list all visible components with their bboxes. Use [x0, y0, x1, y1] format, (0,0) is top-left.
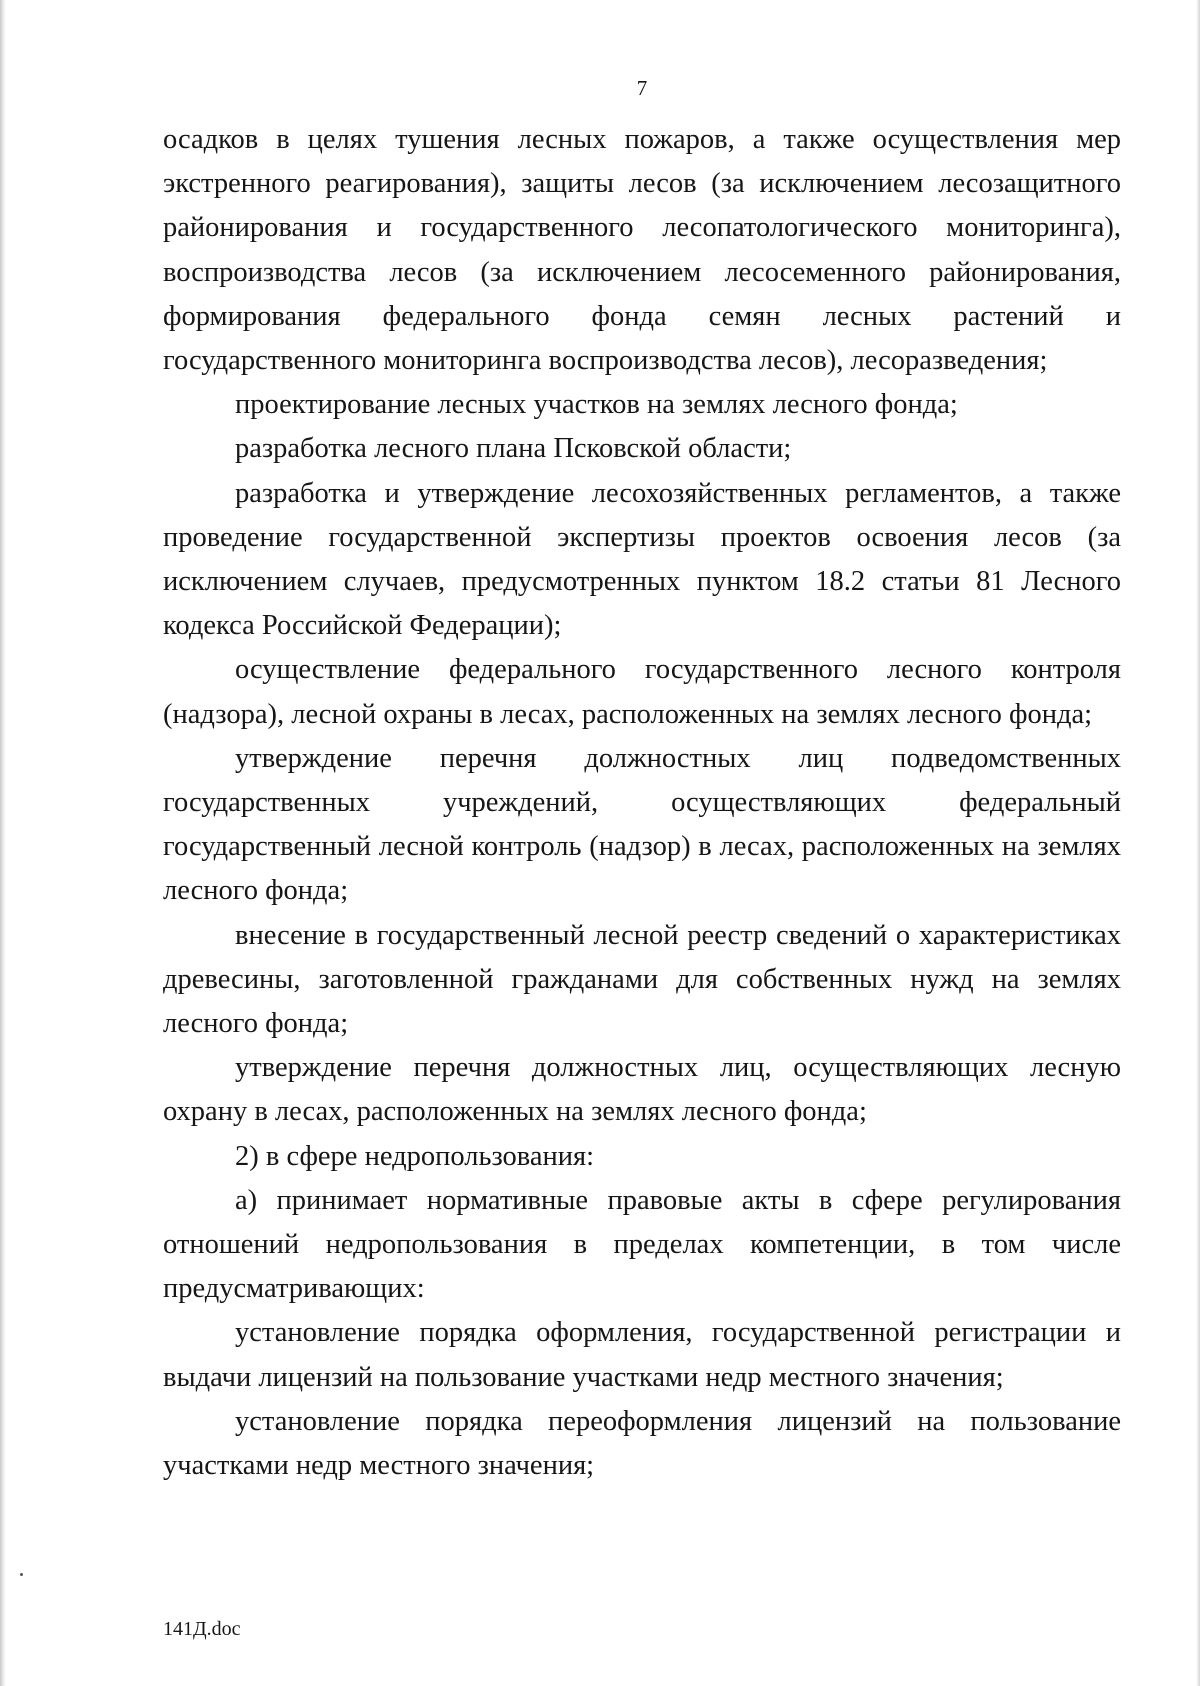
footer-filename: 141Д.doc	[163, 1618, 241, 1640]
paragraph-8: утверждение перечня должностных лиц, осуществляющих лесную охрану в лесах, расположенных на землях лесного фонда;	[163, 1052, 1121, 1128]
paragraph-4: разработка и утверждение лесохозяйственных регламентов, а также проведение государственной экспертизы проектов освоения лесов (за исключением случаев, предусмотренных пунктом 18.2 статьи 81 Лесного кодекса Российской Федерации);	[163, 477, 1121, 642]
paragraph-2: проектирование лесных участков на землях лесного фонда;	[235, 389, 958, 421]
paragraph-12: установление порядка переоформления лицензий на пользование участками недр местного значения;	[163, 1405, 1121, 1482]
scan-edge-left	[0, 0, 6, 1686]
scan-speck	[20, 1573, 23, 1576]
paragraph-7: внесение в государственный лесной реестр сведений о характеристиках древесины, заготовленной гражданами для собственных нужд на землях лесного фонда;	[163, 919, 1121, 1040]
scan-edge-right	[1196, 0, 1200, 1686]
page-number: 7	[636, 76, 648, 100]
paragraph-11: установление порядка оформления, государственной регистрации и выдачи лицензий на пользование участками недр местного значения;	[163, 1317, 1121, 1393]
paragraph-1: осадков в целях тушения лесных пожаров, а также осуществления мер экстренного реагирования), защиты лесов (за исключением лесозащитного районирования и государственного лесопатологического мониторинга), воспроизводства лесов (за исключением лесосеменного районирования, формирования федерального фонда семян лесных растений и государственного мониторинга воспроизводства лесов), лесоразведения;	[163, 124, 1121, 377]
paragraph-3: разработка лесного плана Псковской области;	[235, 433, 792, 465]
paragraph-9: 2) в сфере недропользования:	[235, 1140, 595, 1172]
paragraph-10: а) принимает нормативные правовые акты в сфере регулирования отношений недропользования в пределах компетенции, в том числе предусматривающих:	[163, 1184, 1121, 1305]
paragraph-5: осуществление федерального государственного лесного контроля (надзора), лесной охраны в лесах, расположенных на землях лесного фонда;	[163, 654, 1121, 730]
document-body	[163, 118, 1121, 1488]
paragraph-6: утверждение перечня должностных лиц подведомственных государственных учреждений, осуществляющих федеральный государственный лесной контроль (надзор) в лесах, расположенных на землях лесного фонда;	[163, 742, 1121, 907]
